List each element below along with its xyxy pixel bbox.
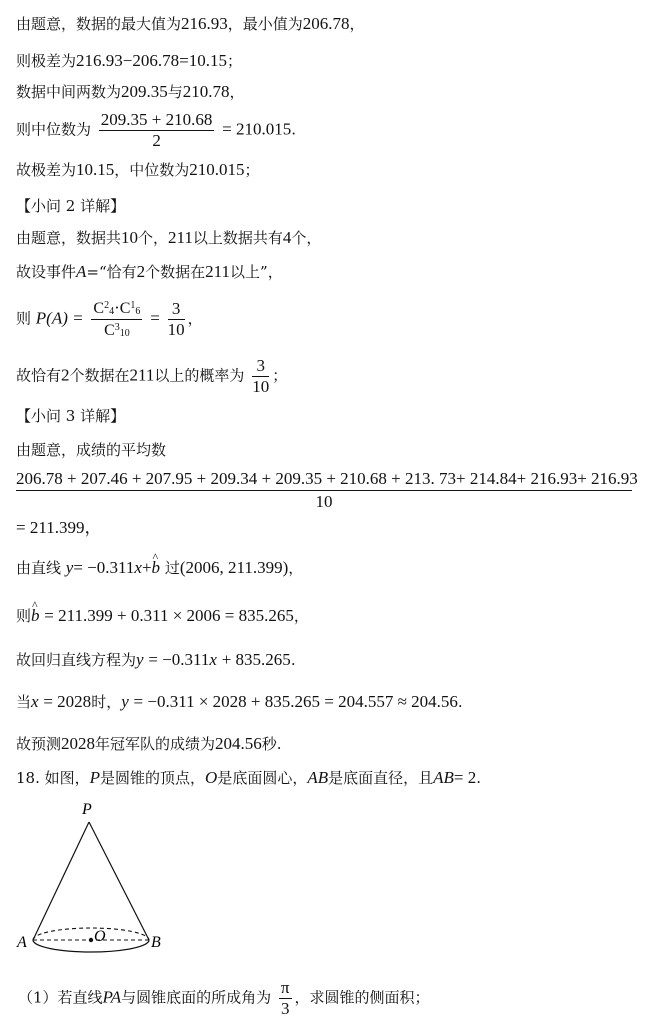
question-18-statement: [16, 768, 481, 788]
text: 由直线: [16, 559, 62, 577]
sub: 4: [109, 306, 115, 317]
text-line-middle-values: [16, 82, 245, 102]
text: 则中位数为: [16, 120, 92, 139]
text: ；: [272, 366, 288, 385]
text: ；: [226, 52, 242, 70]
value: = −0.311: [148, 650, 210, 669]
text-line-conclusion-1: [16, 160, 260, 180]
value: 211: [168, 228, 193, 247]
probability-fraction: [252, 356, 269, 397]
sub: 10: [119, 328, 130, 339]
text: 与: [167, 83, 183, 101]
fraction-denominator: 10: [252, 377, 270, 396]
operator: ·: [114, 298, 120, 317]
text-line-count: [16, 228, 321, 248]
text: .: [291, 120, 297, 139]
text: .: [457, 693, 463, 711]
result-fraction: [168, 299, 185, 340]
text: 当: [16, 693, 32, 711]
variable: P: [89, 768, 101, 787]
text: ，: [187, 309, 203, 328]
variable: PA: [102, 987, 122, 1007]
text: ，: [288, 559, 304, 577]
fraction-denominator: 2: [152, 131, 161, 150]
fraction-numerator: [91, 298, 142, 320]
text: 18. 如图，: [16, 769, 90, 787]
text-line-prediction: [16, 692, 463, 712]
text: 个数据在: [145, 263, 206, 281]
value: 10.15: [76, 160, 115, 179]
variable: y: [136, 650, 144, 669]
text: ；: [244, 161, 260, 179]
text-line-probability: [16, 298, 203, 341]
value: 216.93: [181, 14, 228, 33]
text: 是底面圆心，: [217, 769, 308, 787]
text: 由题意，数据共: [16, 229, 122, 247]
value: 10.15: [188, 51, 227, 70]
value: 10: [121, 228, 139, 247]
text: 故预测: [16, 735, 62, 753]
operator: =: [179, 51, 189, 70]
text: 个，: [291, 229, 322, 247]
text: .: [476, 769, 482, 787]
text: 年冠军队的成绩为: [95, 735, 216, 753]
text: 则: [16, 309, 32, 328]
text: 故恰有: [16, 366, 62, 385]
average-numerator: 206.78 + 207.46 + 207.95 + 209.34 + 209.35 + 210.68 + 213. 73+ 214.84+ 216.93+ 216.93: [16, 468, 632, 491]
point: (2006, 211.399): [179, 558, 289, 577]
text: ，最小值为: [227, 15, 303, 33]
fraction-denominator: 10: [167, 320, 185, 339]
sub: 6: [135, 306, 141, 317]
comb-symbol: C: [93, 300, 105, 317]
value: 211: [129, 365, 155, 385]
angle-fraction: [279, 978, 292, 1019]
fraction-denominator: 3: [280, 999, 290, 1018]
average-denominator: 10: [315, 492, 333, 511]
text-line-max-min: [16, 14, 365, 34]
variable: y: [121, 692, 129, 711]
text-line-average-intro: 由题意，成绩的平均数: [16, 441, 167, 459]
variable: A: [76, 262, 87, 281]
median-fraction: [99, 110, 215, 151]
variable-b-hat: ^ b: [31, 606, 40, 626]
cone-edge-PA: [33, 822, 89, 940]
label-P: P: [82, 801, 92, 818]
text: ，中位数为: [114, 161, 190, 179]
sup: 1: [130, 300, 136, 311]
operator: +: [141, 558, 152, 577]
text: 个，: [138, 229, 169, 247]
section-heading-part-3: 【小问 3 详解】: [16, 407, 126, 425]
sub-question-1: [18, 978, 430, 1019]
text-line-regression-equation: [16, 650, 296, 670]
fraction-denominator: [91, 320, 142, 341]
variable: y: [65, 558, 74, 577]
text: ，: [293, 607, 309, 625]
text: 故回归直线方程为: [16, 651, 137, 669]
value: 206.78: [302, 14, 350, 33]
operator: =: [150, 308, 160, 328]
text: ，求圆锥的侧面积；: [294, 988, 430, 1007]
text: 以上”，: [230, 263, 283, 281]
text: 以上数据共有: [192, 229, 283, 247]
value: 216.93: [76, 51, 123, 70]
section-heading-part-2: 【小问 2 详解】: [16, 197, 126, 215]
variable: x: [209, 650, 217, 669]
equation: = −0.311 × 2028 + 835.265 = 204.557 ≈ 204.56: [133, 692, 458, 711]
probability-expression: P(A) =: [35, 308, 84, 328]
equation: = 211.399 + 0.311 × 2006 = 835.265: [44, 606, 294, 625]
value: 211: [205, 262, 231, 281]
text-line-probability-conclusion: [16, 356, 287, 397]
value: 2: [136, 262, 146, 281]
text: 由题意，数据的最大值为: [16, 15, 182, 33]
variable: AB: [433, 768, 454, 787]
value: 2: [61, 365, 70, 385]
variable: O: [205, 768, 218, 787]
variable: AB: [307, 768, 329, 787]
text: .: [290, 651, 296, 669]
text-line-range: [16, 51, 242, 71]
text: 则: [16, 607, 32, 625]
text: 秒.: [261, 735, 282, 753]
value: 210.015: [189, 160, 245, 179]
text: =“恰有: [86, 263, 137, 281]
value: 2028: [61, 734, 96, 753]
sup: 2: [104, 300, 110, 311]
sup: 3: [114, 322, 120, 333]
text: 以上的概率为: [154, 366, 245, 385]
text: 故设事件: [16, 263, 77, 281]
variable: x: [31, 692, 39, 711]
value: 210.78: [182, 82, 230, 101]
center-point-O: [89, 938, 93, 942]
value: 209.35: [121, 82, 168, 101]
value: = 2028: [43, 692, 92, 711]
label-A: A: [17, 934, 27, 951]
text-line-average-result: = 211.399，: [16, 518, 102, 537]
value: = 210.015: [222, 119, 292, 139]
value: 4: [282, 228, 292, 247]
comb-symbol: C: [119, 300, 131, 317]
operator: −: [122, 51, 133, 70]
text-line-event: [16, 262, 283, 282]
combination-fraction: [91, 298, 142, 341]
value: 204.56: [215, 734, 262, 753]
text: 过: [164, 559, 180, 577]
fraction-numerator: π: [280, 978, 290, 997]
text-line-median: [16, 110, 296, 151]
text-line-regression-point: [16, 558, 303, 578]
text: 是圆锥的顶点，: [100, 769, 206, 787]
value: 206.78: [132, 51, 180, 70]
value: + 835.265: [221, 650, 291, 669]
variable: x: [134, 558, 142, 577]
cone-diagram: [0, 790, 200, 960]
text: ，: [229, 83, 245, 101]
comb-symbol: C: [104, 322, 115, 339]
variable-b-hat: ^ b: [152, 558, 161, 578]
fraction-numerator: 3: [168, 299, 185, 320]
text: 故极差为: [16, 161, 77, 179]
label-O: O: [94, 928, 106, 945]
value: = −0.311: [73, 558, 135, 577]
text: 则极差为: [16, 52, 77, 70]
text: 数据中间两数为: [16, 83, 122, 101]
cone-edge-PB: [89, 822, 149, 940]
fraction-numerator: 209.35 + 210.68: [100, 110, 213, 129]
text-line-prediction-conclusion: [16, 734, 282, 754]
text: 是底面直径，且: [328, 769, 434, 787]
text: 时，: [91, 693, 122, 711]
text: ，: [349, 15, 365, 33]
text-line-b-hat: [16, 606, 309, 626]
label-B: B: [151, 934, 161, 951]
fraction-numerator: 3: [252, 356, 269, 377]
text: （1）若直线: [18, 988, 103, 1007]
value: = 2: [453, 768, 477, 787]
text: 个数据在: [69, 366, 130, 385]
text: 与圆锥底面的所成角为: [121, 988, 272, 1007]
